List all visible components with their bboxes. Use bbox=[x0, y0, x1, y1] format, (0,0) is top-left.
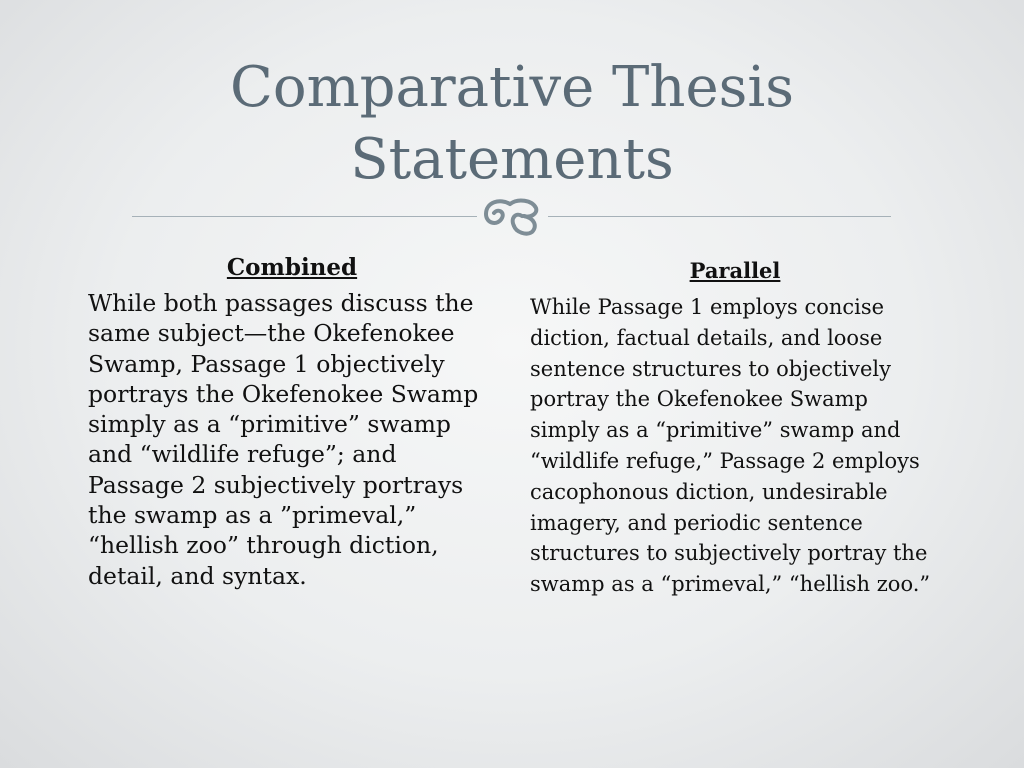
slide-title-line-1: Comparative Thesis bbox=[230, 55, 794, 120]
slide-title bbox=[140, 52, 884, 196]
scroll-flourish-icon bbox=[480, 194, 544, 238]
title-divider-right bbox=[548, 216, 891, 217]
slide-title-line-2: Statements bbox=[350, 127, 674, 192]
parallel-column bbox=[530, 256, 940, 600]
title-divider-left bbox=[132, 216, 477, 217]
parallel-heading: Parallel bbox=[689, 258, 781, 283]
combined-heading: Combined bbox=[226, 254, 358, 281]
combined-thesis-text: While both passages discuss the same subject—the Okefenokee Swamp, Passage 1 objectively portrays the Okefenokee Swamp simply as a “primitive” swamp and “wildlife refuge”; and Passage 2 subjectively portrays the swamp as a ”primeval,” “hellish zoo” through diction, detail, and syntax. bbox=[88, 289, 479, 590]
parallel-thesis-text: While Passage 1 employs concise diction, factual details, and loose sentence structures to objectively portray the Okefenokee Swamp simply as a “primitive” swamp and “wildlife refuge,” Passage 2 employs cacophonous diction, undesirable imagery, and periodic sentence structures to subjectively portray the swamp as a “primeval,” “hellish zoo.” bbox=[530, 295, 931, 597]
combined-column bbox=[88, 252, 496, 591]
